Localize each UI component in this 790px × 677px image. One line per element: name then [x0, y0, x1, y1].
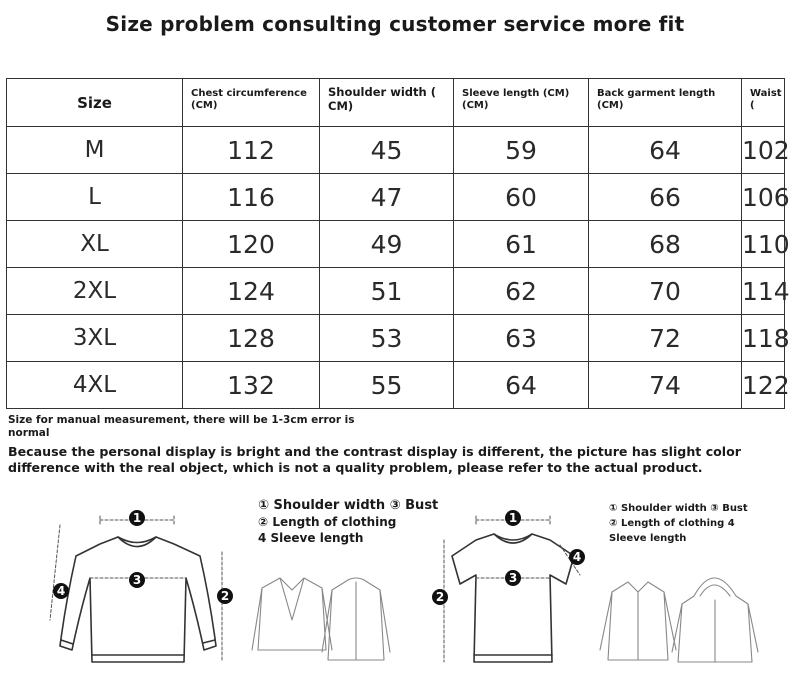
- shoulder-cell: 51: [320, 268, 454, 315]
- header-size: Size: [7, 79, 183, 127]
- header-sleeve: Sleeve length (CM) (CM): [454, 79, 589, 127]
- sleeve-cell: 59: [454, 127, 589, 174]
- header-back-length: Back garment length (CM): [589, 79, 742, 127]
- header-chest: Chest circumference (CM): [183, 79, 320, 127]
- hoodie-sketch: [672, 578, 758, 662]
- marker-1-left: [129, 510, 145, 526]
- size-cell: XL: [7, 221, 183, 268]
- table-row: [7, 127, 785, 174]
- shoulder-cell: 53: [320, 315, 454, 362]
- legend-line: ① Shoulder width ③ Bust: [609, 503, 748, 514]
- legend-line: ① Shoulder width ③ Bust: [258, 498, 439, 513]
- waist-cell: 114: [742, 268, 785, 315]
- svg-text:4: 4: [572, 550, 582, 564]
- table-row: [7, 174, 785, 221]
- svg-text:4: 4: [56, 584, 66, 598]
- measurement-diagrams: [0, 480, 790, 677]
- size-cell: 2XL: [7, 268, 183, 315]
- waist-cell: 122: [742, 362, 785, 409]
- sleeve-cell: 64: [454, 362, 589, 409]
- chest-cell: 112: [183, 127, 320, 174]
- zip-jacket-sketch: [322, 578, 390, 660]
- legend-line: 4 Sleeve length: [258, 531, 364, 545]
- back-length-cell: 70: [589, 268, 742, 315]
- waist-cell: 110: [742, 221, 785, 268]
- shirt-sketch: [600, 582, 676, 660]
- marker-3-left: [129, 572, 145, 588]
- table-row: [7, 268, 785, 315]
- back-length-cell: 64: [589, 127, 742, 174]
- back-length-cell: 74: [589, 362, 742, 409]
- table-row: [7, 315, 785, 362]
- waist-cell: 106: [742, 174, 785, 221]
- back-length-cell: 72: [589, 315, 742, 362]
- size-cell: 3XL: [7, 315, 183, 362]
- shoulder-cell: 45: [320, 127, 454, 174]
- table-row: [7, 362, 785, 409]
- legend-line: ② Length of clothing 4: [609, 518, 735, 529]
- table-row: [7, 221, 785, 268]
- chest-cell: 132: [183, 362, 320, 409]
- legend-line: Sleeve length: [609, 533, 687, 544]
- legend-line: ② Length of clothing: [258, 515, 397, 529]
- blazer-sketch: [252, 578, 332, 650]
- chest-cell: 128: [183, 315, 320, 362]
- page-title: Size problem consulting customer service more fit: [105, 12, 685, 36]
- marker-1-right: [505, 510, 521, 526]
- marker-2-right: [432, 589, 448, 605]
- measurement-note: Size for manual measurement, there will be 1-3cm error is normal: [8, 414, 355, 439]
- marker-3-right: [505, 570, 521, 586]
- sleeve-cell: 63: [454, 315, 589, 362]
- header-waist: Waist (: [742, 79, 785, 127]
- size-table: [6, 78, 790, 409]
- shoulder-cell: 49: [320, 221, 454, 268]
- sleeve-cell: 61: [454, 221, 589, 268]
- marker-2-left: [217, 588, 233, 604]
- chest-cell: 120: [183, 221, 320, 268]
- waist-cell: 102: [742, 127, 785, 174]
- short-sleeve-tshirt-illustration: [452, 534, 574, 662]
- size-cell: M: [7, 127, 183, 174]
- shoulder-cell: 47: [320, 174, 454, 221]
- back-length-cell: 66: [589, 174, 742, 221]
- shoulder-cell: 55: [320, 362, 454, 409]
- svg-text:1: 1: [508, 511, 518, 525]
- svg-text:1: 1: [132, 511, 142, 525]
- sleeve-cell: 62: [454, 268, 589, 315]
- size-cell: 4XL: [7, 362, 183, 409]
- header-shoulder: Shoulder width ( CM): [320, 79, 454, 127]
- chest-cell: 124: [183, 268, 320, 315]
- marker-4-right: [569, 549, 585, 565]
- sleeve-cell: 60: [454, 174, 589, 221]
- size-cell: L: [7, 174, 183, 221]
- chest-cell: 116: [183, 174, 320, 221]
- svg-text:3: 3: [508, 571, 518, 585]
- color-disclaimer: Because the personal display is bright and the contrast display is different, the picture has slight color difference with the real object, which is not a quality problem, please refer to the actual product.: [8, 444, 741, 475]
- svg-text:3: 3: [132, 573, 142, 587]
- table-header-row: [7, 79, 785, 127]
- marker-4-left: [53, 583, 69, 599]
- svg-text:2: 2: [220, 589, 230, 603]
- svg-text:2: 2: [435, 590, 445, 604]
- long-sleeve-shirt-illustration: [60, 537, 216, 662]
- waist-cell: 118: [742, 315, 785, 362]
- back-length-cell: 68: [589, 221, 742, 268]
